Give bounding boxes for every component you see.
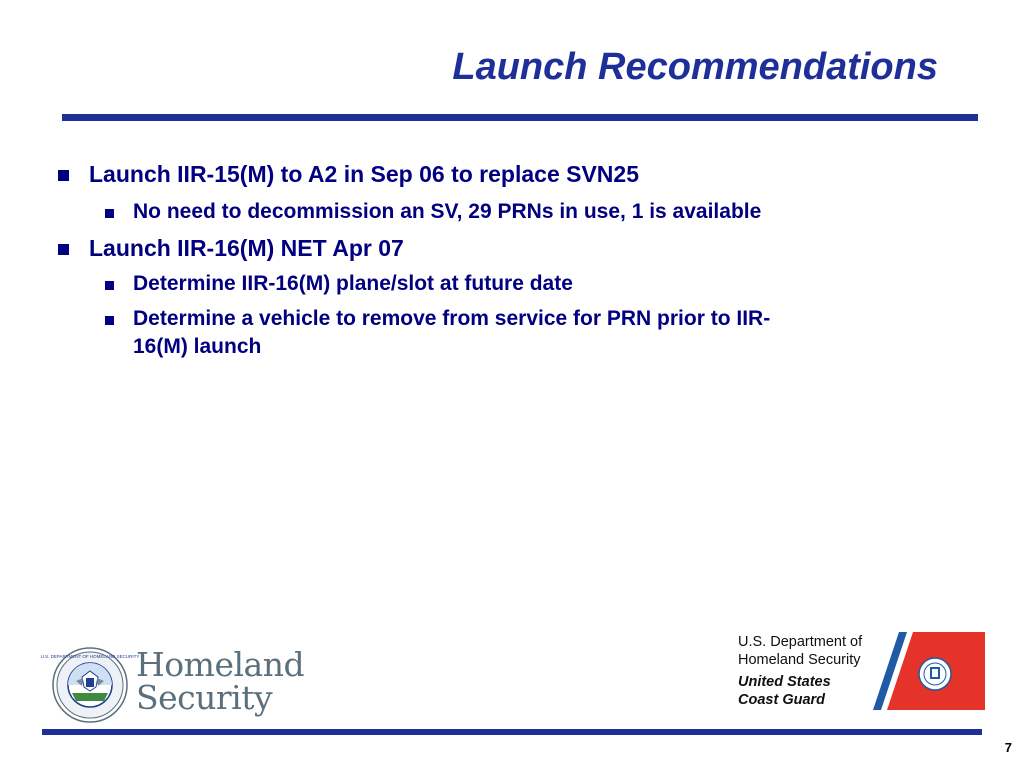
sub-bullet-square-icon [105, 209, 114, 218]
sub-bullet-item-1-1: No need to decommission an SV, 29 PRNs in use, 1 is available [133, 200, 762, 223]
sub-bullet-square-icon [105, 281, 114, 290]
dhs-wordmark-line2: Security [136, 678, 273, 717]
bullet-square-icon [58, 244, 69, 255]
page-number: 7 [1004, 740, 1012, 755]
uscg-line4: Coast Guard [738, 692, 826, 708]
uscg-line2: Homeland Security [738, 652, 861, 668]
footer-divider [42, 729, 982, 735]
uscg-wordmark [738, 633, 862, 709]
bullet-item-2: Launch IIR-16(M) NET Apr 07 [89, 235, 404, 261]
sub-bullet-square-icon [105, 316, 114, 325]
uscg-line3: United States [738, 674, 831, 690]
uscg-line1: U.S. Department of [738, 634, 863, 650]
dhs-wordmark [136, 645, 305, 717]
sub-bullet-item-2-1: Determine IIR-16(M) plane/slot at future date [133, 272, 573, 295]
sub-bullet-item-2-2: Determine a vehicle to remove from service for PRN prior to IIR- [133, 307, 771, 330]
bullet-item-1: Launch IIR-15(M) to A2 in Sep 06 to replace SVN25 [89, 161, 640, 187]
dhs-wordmark-line1: Homeland [136, 645, 305, 684]
coast-guard-racing-stripe-icon [873, 632, 985, 710]
svg-text:U.S. DEPARTMENT OF HOMELAND SE: U.S. DEPARTMENT OF HOMELAND SECURITY [40, 654, 140, 659]
dhs-seal-icon [40, 647, 140, 723]
slide-title: Launch Recommendations [452, 46, 938, 88]
bullet-square-icon [58, 170, 69, 181]
sub-bullet-item-2-2-continued: 16(M) launch [133, 335, 262, 358]
